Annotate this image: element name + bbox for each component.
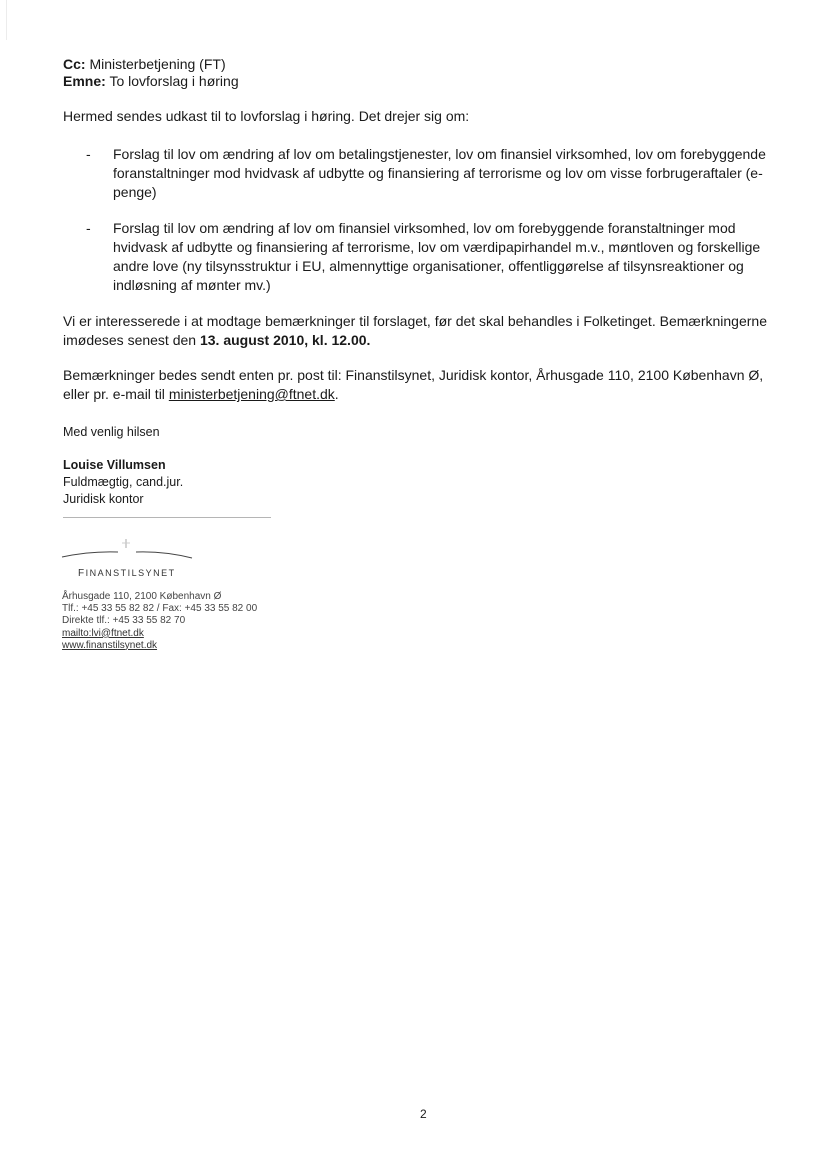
intro-paragraph: Hermed sendes udkast til to lovforslag i høring. Det drejer sig om: <box>63 108 470 124</box>
submission-period: . <box>334 386 339 402</box>
cc-value: Ministerbetjening (FT) <box>89 56 226 72</box>
signature-divider <box>63 517 271 518</box>
org-direct-phone: Direkte tlf.: +45 33 55 82 70 <box>62 615 186 627</box>
submission-paragraph <box>63 366 783 404</box>
request-paragraph <box>63 312 783 350</box>
proposal-text-1: Forslag til lov om ændring af lov om betalingstjenester, lov om finansiel virksomhed, lov om forebyggende foranstaltninger mod hvidvask af udbytte og finansiering af terrorisme og lov om visse forbrugeraftaler (e-penge) <box>113 146 766 200</box>
closing-greeting: Med venlig hilsen <box>63 425 160 439</box>
scan-edge-mark <box>6 0 7 40</box>
list-dash: - <box>86 220 91 236</box>
email-link[interactable]: ministerbetjening@ftnet.dk <box>168 386 335 402</box>
org-mailto-link[interactable]: mailto:lvi@ftnet.dk <box>62 627 144 639</box>
signature-block <box>63 457 183 508</box>
subject-line <box>63 73 239 90</box>
subject-value: To lovforslag i høring <box>109 73 239 89</box>
list-dash: - <box>86 146 91 162</box>
signer-name: Louise Villumsen <box>63 458 166 472</box>
signer-department: Juridisk kontor <box>63 492 144 506</box>
organization-address-block <box>62 591 257 652</box>
proposal-item-1 <box>86 145 786 202</box>
page-number: 2 <box>420 1107 427 1121</box>
logo-rest: INANSTILSYNET <box>85 568 176 578</box>
cc-line <box>63 56 239 73</box>
email-header <box>63 56 239 90</box>
signer-title: Fuldmægtig, cand.jur. <box>63 475 184 489</box>
request-text: Vi er interesserede i at modtage bemærkninger til forslaget, før det skal behandles i Folketinget. Bemærkningerne imødeses senest den <box>63 313 767 348</box>
org-street-address: Århusgade 110, 2100 København Ø <box>62 591 222 602</box>
deadline: 13. august 2010, kl. 12.00 <box>199 332 367 348</box>
deadline-period: . <box>366 332 371 348</box>
logo-wordmark <box>78 568 176 579</box>
logo-initial: F <box>78 568 86 579</box>
subject-label: Emne: <box>63 73 106 89</box>
org-phone-fax: Tlf.: +45 33 55 82 82 / Fax: +45 33 55 82 00 <box>62 603 258 615</box>
proposal-item-2 <box>86 219 786 295</box>
org-website-link[interactable]: www.finanstilsynet.dk <box>62 639 158 651</box>
cc-label: Cc: <box>63 56 86 72</box>
submission-text: Bemærkninger bedes sendt enten pr. post til: Finanstilsynet, Juridisk kontor, Århusgade 110, 2100 København Ø, eller pr. e-mail til <box>63 367 764 402</box>
proposal-text-2: Forslag til lov om ændring af lov om finansiel virksomhed, lov om forebyggende foranstaltninger mod hvidvask af udbytte og finansiering af terrorisme, lov om værdipapirhandel m.v., møntloven og forskellige andre love (ny tilsynsstruktur i EU, almennyttige organisationer, offentliggørelse af tilsynsreaktioner og indløsning af mønter mv.) <box>113 220 761 293</box>
